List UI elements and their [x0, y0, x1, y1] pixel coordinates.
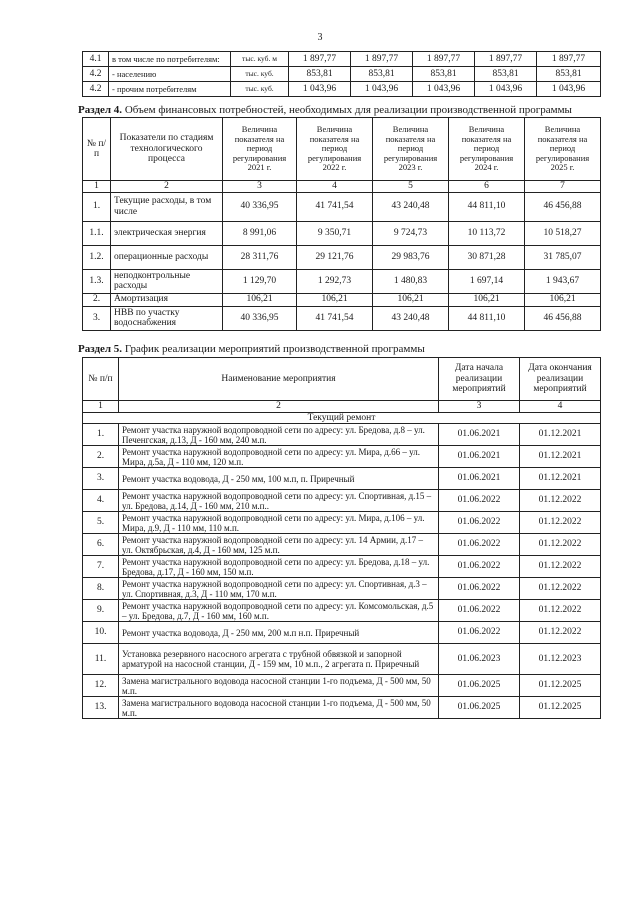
row-value: 853,81: [537, 67, 601, 82]
row-number: 2.: [83, 446, 119, 468]
row-name: - населению: [109, 67, 231, 82]
table-row: [83, 221, 601, 245]
column-header: Дата начала реализации мероприятий: [439, 358, 520, 401]
row-number: 2.: [83, 293, 111, 306]
row-value: 106,21: [525, 293, 601, 306]
column-header: Величина показателя на период регулирования 2024 г.: [449, 118, 525, 181]
row-name: Ремонт участка наружной водопроводной сети по адресу: ул. Мира, д.66 – ул. Мира, д.5а, Д - 110 мм, 120 м.п.: [119, 446, 439, 468]
row-value: 1 943,67: [525, 269, 601, 293]
row-value: 46 456,88: [525, 192, 601, 221]
row-name: Ремонт участка наружной водопроводной сети по адресу: ул. Бредова, д.18 – ул. Бредова, д.17, Д - 160 мм, 150 м.п.: [119, 556, 439, 578]
row-value: 853,81: [351, 67, 413, 82]
row-number: 3.: [83, 306, 111, 330]
row-value: 44 811,10: [449, 192, 525, 221]
row-name: Ремонт участка наружной водопроводной сети по адресу: ул. Комсомольская, д.5 – ул. Бредова, д.7, Д - 160 мм, 160 м.п.: [119, 600, 439, 622]
row-name: Ремонт участка наружной водопроводной сети по адресу: ул. Спортивная, д.3 – ул. Спортивная, д.3, Д - 110 мм, 170 м.п.: [119, 578, 439, 600]
row-start-date: 01.06.2022: [439, 556, 520, 578]
column-header: Показатели по стадиям технологического процесса: [111, 118, 223, 181]
row-unit: тыс. куб.: [231, 67, 289, 82]
row-name: электрическая энергия: [111, 221, 223, 245]
row-start-date: 01.06.2025: [439, 675, 520, 697]
row-name: НВВ по участку водоснабжения: [111, 306, 223, 330]
row-name: Ремонт участка наружной водопроводной сети по адресу: ул. Мира, д.106 – ул. Мира, д.9, Д - 110 мм, 110 м.п.: [119, 512, 439, 534]
row-number: 1.3.: [83, 269, 111, 293]
row-start-date: 01.06.2022: [439, 534, 520, 556]
row-value: 43 240,48: [373, 306, 449, 330]
row-number: 9.: [83, 600, 119, 622]
row-end-date: 01.12.2022: [520, 534, 601, 556]
row-number: 4.2: [83, 67, 109, 82]
table-row: [83, 293, 601, 306]
row-name: неподконтрольные расходы: [111, 269, 223, 293]
row-end-date: 01.12.2025: [520, 675, 601, 697]
row-end-date: 01.12.2022: [520, 490, 601, 512]
section-4-title: Раздел 4. Объем финансовых потребностей, необходимых для реализации производственной программы: [78, 104, 572, 116]
row-value: 41 741,54: [297, 192, 373, 221]
row-value: 28 311,76: [223, 245, 297, 269]
row-start-date: 01.06.2022: [439, 512, 520, 534]
row-end-date: 01.12.2022: [520, 512, 601, 534]
column-number: 3: [223, 181, 297, 193]
row-start-date: 01.06.2021: [439, 446, 520, 468]
table-row: [83, 446, 601, 468]
row-value: 106,21: [373, 293, 449, 306]
table-row: [83, 556, 601, 578]
row-name: Ремонт участка наружной водопроводной сети по адресу: ул. 14 Армии, д.17 – ул. Октябрьская, д.4, Д - 160 мм, 125 м.п.: [119, 534, 439, 556]
row-value: 43 240,48: [373, 192, 449, 221]
row-value: 1 897,77: [413, 52, 475, 67]
row-number: 1.1.: [83, 221, 111, 245]
row-name: операционные расходы: [111, 245, 223, 269]
table-row: [83, 192, 601, 221]
column-header: Величина показателя на период регулирования 2021 г.: [223, 118, 297, 181]
row-value: 46 456,88: [525, 306, 601, 330]
financial-needs-table: [82, 117, 601, 331]
table-row: [83, 269, 601, 293]
table-row: [83, 644, 601, 675]
row-number: 1.: [83, 192, 111, 221]
table-row: [83, 306, 601, 330]
row-start-date: 01.06.2021: [439, 468, 520, 490]
row-number: 1.2.: [83, 245, 111, 269]
row-value: 853,81: [289, 67, 351, 82]
subheader: Текущий ремонт: [83, 412, 601, 424]
column-header: Величина показателя на период регулирования 2023 г.: [373, 118, 449, 181]
row-start-date: 01.06.2022: [439, 622, 520, 644]
row-value: 40 336,95: [223, 306, 297, 330]
row-value: 1 697,14: [449, 269, 525, 293]
row-value: 1 129,70: [223, 269, 297, 293]
table-row: [83, 512, 601, 534]
row-value: 1 480,83: [373, 269, 449, 293]
row-value: 44 811,10: [449, 306, 525, 330]
row-value: 853,81: [475, 67, 537, 82]
table-row: [83, 67, 601, 82]
row-value: 1 043,96: [475, 82, 537, 97]
row-start-date: 01.06.2023: [439, 644, 520, 675]
table-row: [83, 622, 601, 644]
row-number: 3.: [83, 468, 119, 490]
table-row: [83, 245, 601, 269]
column-number: 2: [119, 401, 439, 413]
row-start-date: 01.06.2021: [439, 424, 520, 446]
row-start-date: 01.06.2022: [439, 490, 520, 512]
row-end-date: 01.12.2022: [520, 600, 601, 622]
row-name: в том числе по потребителям:: [109, 52, 231, 67]
row-value: 1 043,96: [351, 82, 413, 97]
column-number: 2: [111, 181, 223, 193]
row-value: 1 897,77: [475, 52, 537, 67]
row-number: 4.1: [83, 52, 109, 67]
row-end-date: 01.12.2021: [520, 446, 601, 468]
row-value: 1 292,73: [297, 269, 373, 293]
header-row: [83, 358, 601, 401]
row-end-date: 01.12.2021: [520, 468, 601, 490]
row-value: 40 336,95: [223, 192, 297, 221]
row-end-date: 01.12.2025: [520, 697, 601, 719]
row-value: 10 518,27: [525, 221, 601, 245]
row-start-date: 01.06.2022: [439, 600, 520, 622]
table-row: [83, 468, 601, 490]
table-row: [83, 82, 601, 97]
row-value: 9 350,71: [297, 221, 373, 245]
table-row: [83, 697, 601, 719]
table-row: [83, 490, 601, 512]
row-number: 12.: [83, 675, 119, 697]
column-header: № п/п: [83, 358, 119, 401]
row-unit: тыс. куб. м: [231, 52, 289, 67]
row-value: 1 043,96: [537, 82, 601, 97]
section-5-title: Раздел 5. График реализации мероприятий производственной программы: [78, 343, 425, 355]
row-value: 106,21: [449, 293, 525, 306]
header-row: [83, 118, 601, 181]
row-number: 13.: [83, 697, 119, 719]
row-end-date: 01.12.2022: [520, 622, 601, 644]
row-number: 4.: [83, 490, 119, 512]
column-header: Дата окончания реализации мероприятий: [520, 358, 601, 401]
page-number: 3: [317, 32, 323, 43]
row-number: 8.: [83, 578, 119, 600]
column-number: 3: [439, 401, 520, 413]
subheader-row: [83, 412, 601, 424]
row-number: 6.: [83, 534, 119, 556]
row-value: 29 121,76: [297, 245, 373, 269]
row-value: 31 785,07: [525, 245, 601, 269]
row-end-date: 01.12.2021: [520, 424, 601, 446]
column-number: 4: [520, 401, 601, 413]
row-value: 30 871,28: [449, 245, 525, 269]
row-name: - прочим потребителям: [109, 82, 231, 97]
row-value: 10 113,72: [449, 221, 525, 245]
column-number: 6: [449, 181, 525, 193]
row-number: 5.: [83, 512, 119, 534]
column-number: 1: [83, 401, 119, 413]
consumption-table: [82, 51, 601, 97]
row-name: Ремонт участка водовода, Д - 250 мм, 100 м.п, п. Приречный: [119, 468, 439, 490]
column-header: № п/п: [83, 118, 111, 181]
table-row: [83, 534, 601, 556]
row-number: 1.: [83, 424, 119, 446]
column-header: Величина показателя на период регулирования 2022 г.: [297, 118, 373, 181]
row-end-date: 01.12.2023: [520, 644, 601, 675]
row-name: Ремонт участка наружной водопроводной сети по адресу: ул. Бредова, д.8 – ул. Печенгская, д.13, Д - 160 мм, 240 м.п.: [119, 424, 439, 446]
row-value: 29 983,76: [373, 245, 449, 269]
column-number-row: [83, 401, 601, 413]
row-value: 8 991,06: [223, 221, 297, 245]
column-number: 5: [373, 181, 449, 193]
row-value: 1 897,77: [537, 52, 601, 67]
row-name: Амортизация: [111, 293, 223, 306]
column-header: Величина показателя на период регулирования 2025 г.: [525, 118, 601, 181]
row-value: 1 043,96: [413, 82, 475, 97]
row-name: Ремонт участка наружной водопроводной сети по адресу: ул. Спортивная, д.15 – ул. Бредова, д.14, Д - 160 мм, 210 м.п..: [119, 490, 439, 512]
column-number-row: [83, 181, 601, 193]
row-end-date: 01.12.2022: [520, 578, 601, 600]
table-row: [83, 424, 601, 446]
row-value: 1 043,96: [289, 82, 351, 97]
table-row: [83, 52, 601, 67]
row-number: 4.2: [83, 82, 109, 97]
row-name: Замена магистрального водовода насосной станции 1-го подъема, Д - 500 мм, 50 м.п.: [119, 697, 439, 719]
row-number: 7.: [83, 556, 119, 578]
row-name: Ремонт участка водовода, Д - 250 мм, 200 м.п н.п. Приречный: [119, 622, 439, 644]
row-name: Установка резервного насосного агрегата с трубной обвязкой и запорной арматурой на насосной станции, Д - 159 мм, 10 м.п., 2 агрегата п. Приречный: [119, 644, 439, 675]
row-start-date: 01.06.2025: [439, 697, 520, 719]
table-row: [83, 600, 601, 622]
row-number: 11.: [83, 644, 119, 675]
row-value: 106,21: [223, 293, 297, 306]
row-name: Текущие расходы, в том числе: [111, 192, 223, 221]
row-value: 41 741,54: [297, 306, 373, 330]
column-number: 1: [83, 181, 111, 193]
table-row: [83, 578, 601, 600]
column-header: Наименование мероприятия: [119, 358, 439, 401]
row-value: 1 897,77: [351, 52, 413, 67]
column-number: 4: [297, 181, 373, 193]
row-end-date: 01.12.2022: [520, 556, 601, 578]
row-start-date: 01.06.2022: [439, 578, 520, 600]
row-number: 10.: [83, 622, 119, 644]
row-value: 106,21: [297, 293, 373, 306]
schedule-table: [82, 357, 601, 719]
row-value: 1 897,77: [289, 52, 351, 67]
row-unit: тыс. куб.: [231, 82, 289, 97]
column-number: 7: [525, 181, 601, 193]
row-value: 853,81: [413, 67, 475, 82]
row-name: Замена магистрального водовода насосной станции 1-го подъема, Д - 500 мм, 50 м.п.: [119, 675, 439, 697]
table-row: [83, 675, 601, 697]
row-value: 9 724,73: [373, 221, 449, 245]
